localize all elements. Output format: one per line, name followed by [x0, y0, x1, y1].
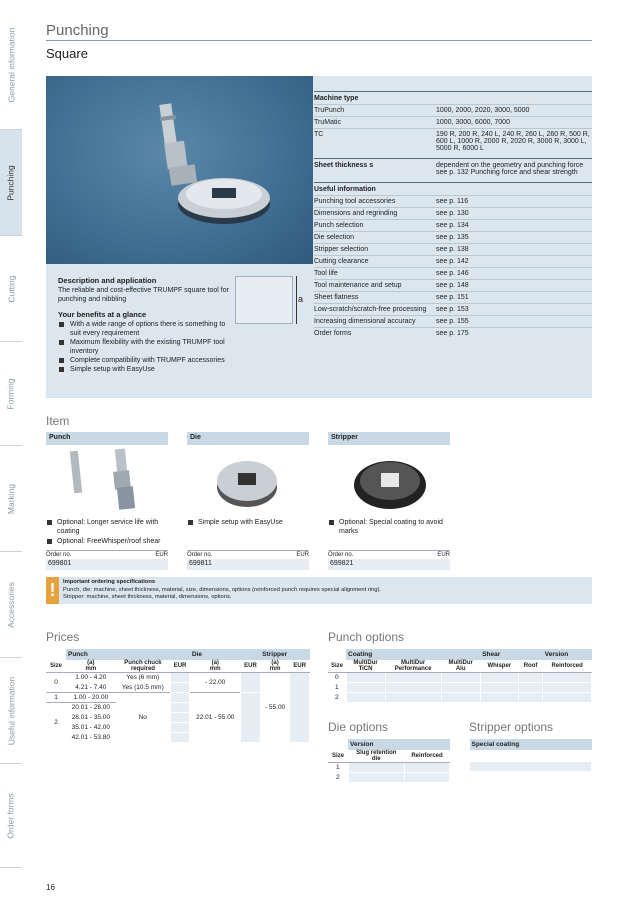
option-cell[interactable]: [480, 683, 518, 693]
dimension-a-label: a: [298, 294, 304, 304]
machine-type-heading: Machine type: [314, 91, 592, 104]
stripper-image: [350, 447, 430, 515]
punch-image: [60, 447, 160, 515]
die-bullet: Simple setup with EasyUse: [187, 518, 317, 527]
useful-row[interactable]: Die selection see p. 135: [314, 231, 592, 243]
price-cell[interactable]: [241, 693, 261, 743]
useful-row[interactable]: Order forms see p. 175: [314, 327, 592, 339]
option-cell[interactable]: [518, 683, 542, 693]
option-cell[interactable]: [470, 761, 592, 771]
important-notice: [46, 577, 592, 604]
option-cell[interactable]: [543, 683, 592, 693]
die-bullets: [187, 518, 317, 527]
prices-group-row: [46, 649, 310, 660]
option-cell[interactable]: [518, 693, 542, 703]
important-line: Punch, die: machine, sheet thickness, material, size, dimensions, options (reinforced punch requires special alignment ring).: [63, 586, 382, 593]
option-cell[interactable]: [346, 683, 385, 693]
option-cell[interactable]: [385, 683, 441, 693]
table-row: 28.01 - 35.00: [46, 713, 310, 723]
important-line: Stripper: machine, sheet thickness, material, dimensions, options.: [63, 594, 232, 601]
side-tab-cutting[interactable]: Cutting: [0, 236, 22, 342]
useful-row[interactable]: Punch selection see p. 134: [314, 219, 592, 231]
punch-bullet: Optional: Longer service life with coating: [46, 518, 176, 537]
option-cell[interactable]: [441, 693, 480, 703]
benefit-item: Complete compatibility with TRUMPF accessories: [58, 356, 238, 365]
option-cell[interactable]: [346, 693, 385, 703]
table-row: 42.01 - 53.80: [46, 733, 310, 743]
stripper-header: Stripper: [328, 432, 450, 445]
prices-col-row: Size (a) mm Punch chuck required EUR (a) mm EUR (a) mm EUR: [46, 660, 310, 673]
spec-row: TruMatic 1000, 3000, 6000, 7000: [314, 116, 592, 128]
stripper-order-label: Order no. EUR: [328, 552, 450, 558]
square-dimension-diagram: [235, 276, 293, 324]
price-cell[interactable]: [170, 713, 190, 723]
prices-table: [46, 649, 310, 743]
table-row: 1: [328, 683, 592, 693]
side-tab-accessories[interactable]: Accessories: [0, 552, 22, 658]
useful-info-heading: Useful information: [314, 182, 592, 195]
item-section-title: Item: [46, 414, 70, 428]
table-row: 1 1.00 - 20.00 No 22.01 - 55.00: [46, 693, 310, 703]
useful-row[interactable]: Stripper selection see p. 138: [314, 243, 592, 255]
stripper-order-no[interactable]: 699821: [328, 559, 450, 570]
useful-row[interactable]: Punching tool accessories see p. 116: [314, 195, 592, 207]
side-tab-order-forms[interactable]: Order forms: [0, 764, 22, 868]
table-row: 4.21 - 7.40 Yes (10.5 mm): [46, 683, 310, 693]
option-cell[interactable]: [385, 693, 441, 703]
price-cell[interactable]: [170, 673, 190, 683]
warning-icon: !: [46, 577, 59, 604]
table-row: 0 1.00 - 4.20 Yes (6 mm) - 22.00 - 55.00: [46, 673, 310, 683]
page-subtitle: Square: [46, 46, 88, 61]
side-tab-punching[interactable]: Punching: [0, 130, 22, 236]
price-cell[interactable]: [170, 703, 190, 713]
option-cell[interactable]: [543, 673, 592, 683]
stripper-group-header: Stripper: [260, 649, 309, 660]
useful-row[interactable]: Low-scratch/scratch-free processing see p. 153: [314, 303, 592, 315]
option-cell[interactable]: [346, 673, 385, 683]
specs-table: [314, 91, 592, 339]
die-order-label: Order no. EUR: [187, 552, 309, 558]
benefit-item: Simple setup with EasyUse: [58, 365, 238, 374]
die-options-title: Die options: [328, 720, 389, 734]
side-tab-marking[interactable]: Marking: [0, 446, 22, 552]
description-heading: Description and application: [58, 276, 157, 285]
table-row: 0: [328, 673, 592, 683]
side-tab-forming[interactable]: Forming: [0, 342, 22, 446]
square-tool-illustration: [46, 76, 313, 264]
price-cell[interactable]: [290, 673, 310, 743]
coating-group-header: Coating: [346, 649, 480, 660]
die-image: [212, 447, 282, 515]
option-cell[interactable]: [404, 773, 449, 783]
price-cell[interactable]: [170, 723, 190, 733]
spec-row: TruPunch 1000, 2000, 2020, 3000, 5000: [314, 104, 592, 116]
stripper-options-table: [469, 739, 592, 772]
die-group-header: Die: [190, 649, 260, 660]
spec-row: TC 190 R, 200 R, 240 L, 240 R, 260 L, 260 R, 500 R, 600 L, 1000 R, 2000 R, 2020 R, 3000 R, 3000 L, 5000 R, 6000 L: [314, 128, 592, 154]
table-row: 1: [328, 763, 450, 773]
price-cell[interactable]: [170, 733, 190, 743]
option-cell[interactable]: [348, 773, 404, 783]
option-cell[interactable]: [441, 673, 480, 683]
prices-title: Prices: [46, 630, 80, 644]
useful-row[interactable]: Cutting clearance see p. 142: [314, 255, 592, 267]
option-cell[interactable]: [480, 673, 518, 683]
important-heading: Important ordering specifications: [63, 579, 156, 585]
punch-header: Punch: [46, 432, 168, 445]
price-cell[interactable]: [170, 693, 190, 703]
special-coating-header: Special coating: [470, 739, 592, 750]
punch-options-table: Coating Shear Version Size MultiDur TiCN MultiDur Performance MultiDur Alu Whisper Roof Reinforced 0 1 2: [328, 649, 592, 703]
stripper-bullet: Optional: Special coating to avoid marks: [328, 518, 458, 537]
table-row: 2: [328, 773, 450, 783]
table-row: 2: [328, 693, 592, 703]
option-cell[interactable]: [441, 683, 480, 693]
die-header: Die: [187, 432, 309, 445]
price-cell[interactable]: [170, 683, 190, 693]
price-cell[interactable]: [241, 673, 261, 693]
benefits-list: [58, 320, 238, 375]
hero-panel: [46, 76, 592, 398]
option-cell[interactable]: [348, 763, 404, 773]
benefit-item: With a wide range of options there is something to suit every requirement: [58, 320, 238, 338]
die-order-no[interactable]: 699811: [187, 559, 309, 570]
benefits-heading: Your benefits at a glance: [58, 309, 147, 319]
useful-row[interactable]: Increasing dimensional accuracy see p. 155: [314, 315, 592, 327]
sheet-thickness-row: Sheet thickness s dependent on the geometry and punching force see p. 132 Punching force and shear strength: [314, 158, 592, 178]
die-options-table: Version Size Slug retention die Reinforced 1 2: [328, 739, 450, 783]
punch-options-title: Punch options: [328, 630, 405, 644]
useful-row[interactable]: Tool life see p. 146: [314, 267, 592, 279]
page-title: Punching: [46, 22, 109, 39]
option-cell[interactable]: [404, 763, 449, 773]
table-row: 2 20.01 - 28.00: [46, 703, 310, 713]
description-text: The reliable and cost-effective TRUMPF square tool for punching and nibbling: [58, 286, 229, 303]
table-row: [470, 761, 592, 771]
side-navigation: [0, 0, 22, 902]
stripper-bullets: [328, 518, 458, 537]
dimension-a-marker: [296, 276, 304, 324]
useful-row[interactable]: Tool maintenance and setup see p. 148: [314, 279, 592, 291]
punch-group-header: Punch: [66, 649, 190, 660]
punch-bullets: [46, 518, 176, 546]
option-cell[interactable]: [543, 693, 592, 703]
option-cell[interactable]: [518, 673, 542, 683]
useful-row[interactable]: Sheet flatness see p. 151: [314, 291, 592, 303]
table-row: 35.01 - 42.00: [46, 723, 310, 733]
description-block: [58, 276, 238, 374]
tool-photo: [46, 76, 313, 264]
header-divider: [46, 40, 592, 41]
stripper-options-title: Stripper options: [469, 720, 554, 734]
option-cell[interactable]: [385, 673, 441, 683]
side-tab-general-information[interactable]: General information: [0, 0, 22, 130]
version-group-header: Version: [543, 649, 592, 660]
die-version-header: Version: [348, 739, 450, 750]
page-number: 16: [46, 883, 55, 892]
punch-bullet: Optional: FreeWhisper/roof shear: [46, 537, 176, 546]
shear-group-header: Shear: [480, 649, 543, 660]
punch-order-no[interactable]: 699801: [46, 559, 168, 570]
punch-order-label: Order no. EUR: [46, 552, 168, 558]
option-cell[interactable]: [480, 693, 518, 703]
useful-row[interactable]: Dimensions and regrinding see p. 130: [314, 207, 592, 219]
benefit-item: Maximum flexibility with the existing TRUMPF tool inventory: [58, 338, 238, 356]
side-tab-useful-information[interactable]: Useful information: [0, 658, 22, 764]
